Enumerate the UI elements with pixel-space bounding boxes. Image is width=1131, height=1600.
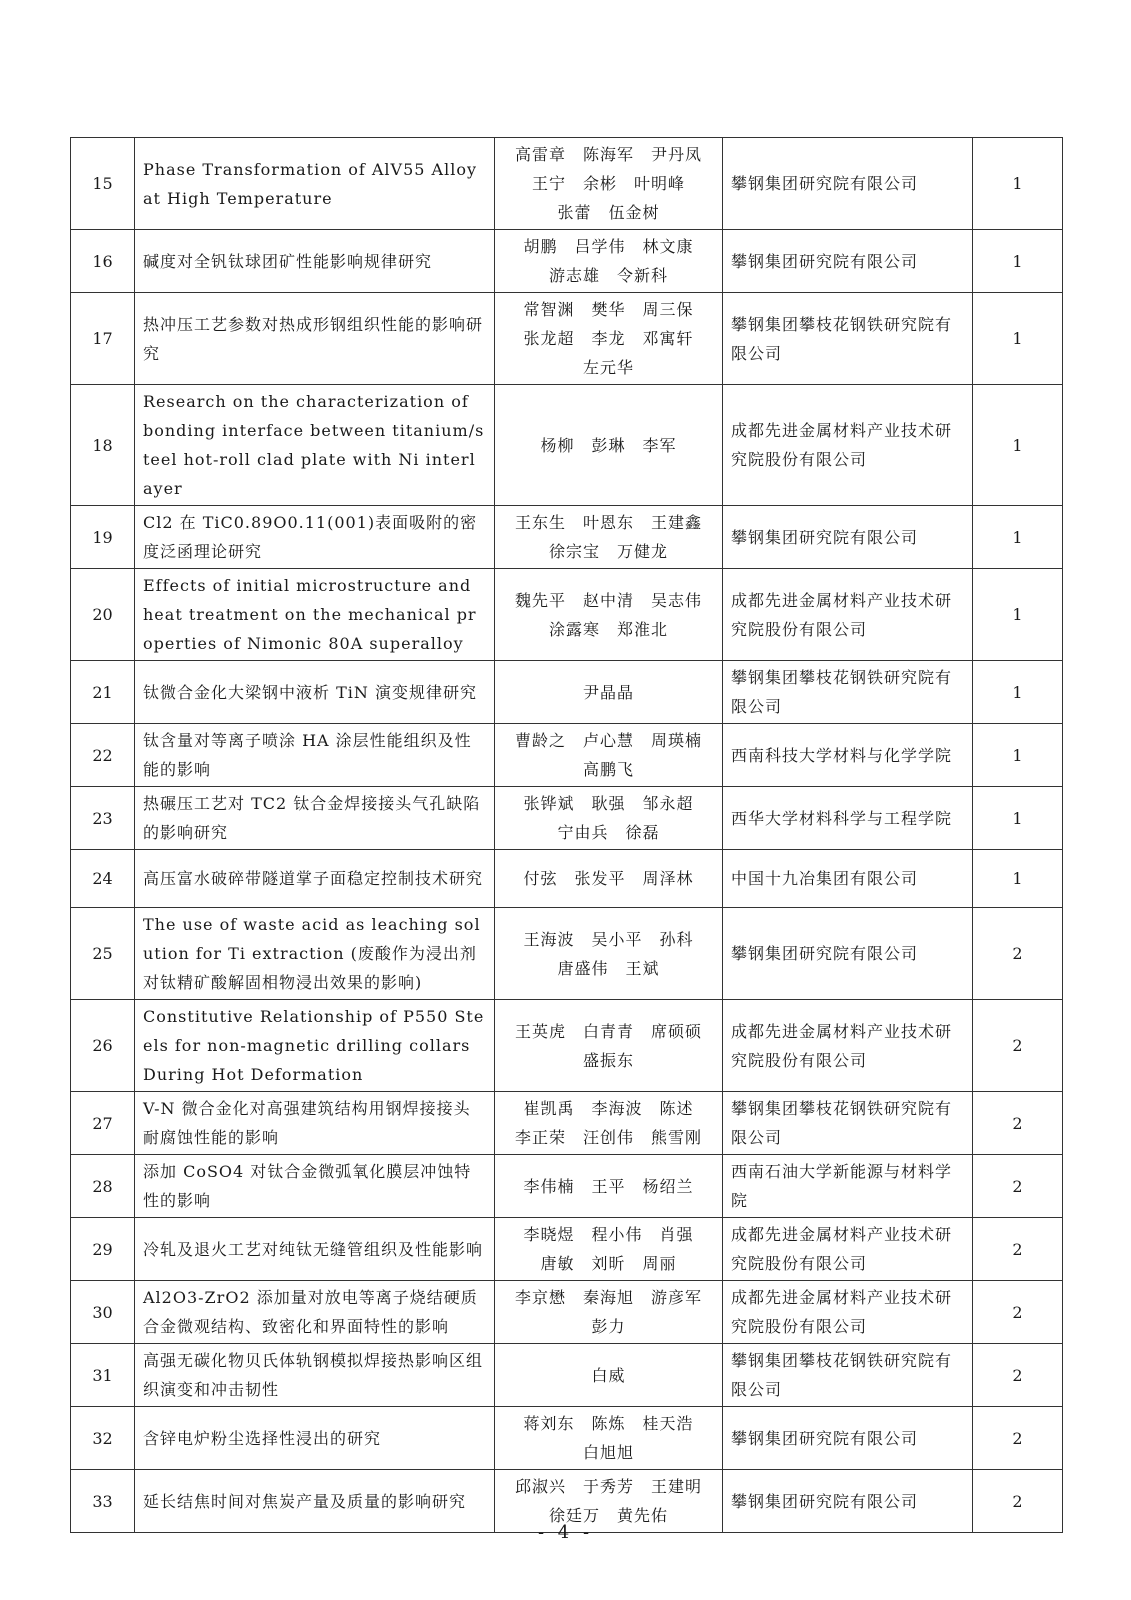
paper-title: 冷轧及退火工艺对纯钛无缝管组织及性能影响: [135, 1218, 495, 1281]
authors-cell: [495, 850, 723, 908]
paper-title: Constitutive Relationship of P550 Steels for non-magnetic drilling collars During Hot Deformation: [135, 1000, 495, 1092]
award-rank: 1: [973, 569, 1063, 661]
paper-title: Al2O3-ZrO2 添加量对放电等离子烧结硬质合金微观结构、致密化和界面特性的影响: [135, 1281, 495, 1344]
author-line: 李伟楠 王平 杨绍兰: [523, 1176, 694, 1196]
paper-title: 含锌电炉粉尘选择性浸出的研究: [135, 1407, 495, 1470]
paper-title: 添加 CoSO4 对钛合金微弧氧化膜层冲蚀特性的影响: [135, 1155, 495, 1218]
authors-cell: [495, 293, 723, 385]
paper-title: 高压富水破碎带隧道掌子面稳定控制技术研究: [135, 850, 495, 908]
institution: 攀钢集团研究院有限公司: [723, 230, 973, 293]
author-line: 徐廷万 黄先佑: [548, 1506, 668, 1525]
table-row: [71, 385, 1063, 506]
author-line: 曹龄之 卢心慧 周瑛楠: [514, 731, 702, 750]
institution: 成都先进金属材料产业技术研究院股份有限公司: [723, 1000, 973, 1092]
table-row: [71, 724, 1063, 787]
paper-title: Phase Transformation of AlV55 Alloy at High Temperature: [135, 138, 495, 230]
paper-title: 钛含量对等离子喷涂 HA 涂层性能组织及性能的影响: [135, 724, 495, 787]
institution: 攀钢集团攀枝花钢铁研究院有限公司: [723, 1092, 973, 1155]
author-line: 彭力: [591, 1317, 626, 1336]
table-row: [71, 230, 1063, 293]
award-rank: 1: [973, 138, 1063, 230]
authors-cell: [495, 1218, 723, 1281]
author-line: 李正荣 汪创伟 熊雪刚: [514, 1128, 702, 1147]
table-row: [71, 850, 1063, 908]
row-number: 32: [71, 1407, 135, 1470]
institution: 攀钢集团攀枝花钢铁研究院有限公司: [723, 661, 973, 724]
row-number: 21: [71, 661, 135, 724]
authors-cell: [495, 1092, 723, 1155]
row-number: 28: [71, 1155, 135, 1218]
author-line: 常智渊 樊华 周三保: [523, 300, 694, 319]
authors-cell: [495, 1155, 723, 1218]
authors-cell: [495, 1344, 723, 1407]
row-number: 15: [71, 138, 135, 230]
row-number: 29: [71, 1218, 135, 1281]
institution: 西华大学材料科学与工程学院: [723, 787, 973, 850]
author-line: 李京懋 秦海旭 游彦军: [514, 1288, 702, 1307]
institution: 攀钢集团研究院有限公司: [723, 1470, 973, 1533]
table-row: [71, 138, 1063, 230]
paper-title: 热冲压工艺参数对热成形钢组织性能的影响研究: [135, 293, 495, 385]
row-number: 23: [71, 787, 135, 850]
row-number: 33: [71, 1470, 135, 1533]
author-line: 徐宗宝 万健龙: [548, 542, 668, 561]
table-row: [71, 908, 1063, 1000]
author-line: 魏先平 赵中清 吴志伟: [514, 590, 702, 610]
author-line: 张铧斌 耿强 邹永超: [523, 794, 694, 813]
table-row: [71, 569, 1063, 661]
author-line: 高鹏飞: [582, 760, 634, 779]
table-row: [71, 1155, 1063, 1218]
paper-title: 高强无碳化物贝氏体轨钢模拟焊接热影响区组织演变和冲击韧性: [135, 1344, 495, 1407]
author-line: 崔凯禹 李海波 陈述: [523, 1099, 694, 1118]
award-rank: 2: [973, 1155, 1063, 1218]
table-row: [71, 1281, 1063, 1344]
institution: 中国十九冶集团有限公司: [723, 850, 973, 908]
author-line: 李晓煜 程小伟 肖强: [523, 1225, 694, 1244]
table-row: [71, 661, 1063, 724]
table-row: [71, 1000, 1063, 1092]
row-number: 17: [71, 293, 135, 385]
award-rank: 2: [973, 908, 1063, 1000]
paper-title: 钛微合金化大梁钢中液析 TiN 演变规律研究: [135, 661, 495, 724]
author-line: 王海波 吴小平 孙科: [523, 929, 694, 949]
paper-title: Research on the characterization of bonding interface between titanium/steel hot-roll clad plate with Ni interlayer: [135, 385, 495, 506]
paper-title: Cl2 在 TiC0.89O0.11(001)表面吸附的密度泛函理论研究: [135, 506, 495, 569]
authors-cell: [495, 724, 723, 787]
author-line: 白旭旭: [582, 1443, 634, 1462]
institution: 成都先进金属材料产业技术研究院股份有限公司: [723, 569, 973, 661]
table-row: [71, 1407, 1063, 1470]
authors-cell: [495, 1281, 723, 1344]
award-rank: 1: [973, 661, 1063, 724]
award-rank: 1: [973, 850, 1063, 908]
table-row: [71, 506, 1063, 569]
table-row: [71, 293, 1063, 385]
institution: 成都先进金属材料产业技术研究院股份有限公司: [723, 1281, 973, 1344]
institution: 西南科技大学材料与化学学院: [723, 724, 973, 787]
paper-title: The use of waste acid as leaching solution for Ti extraction (废酸作为浸出剂对钛精矿酸解固相物浸出效果的影响): [135, 908, 495, 1000]
row-number: 19: [71, 506, 135, 569]
authors-cell: [495, 138, 723, 230]
page-number: - 4 -: [537, 1522, 594, 1543]
institution: 攀钢集团研究院有限公司: [723, 506, 973, 569]
row-number: 24: [71, 850, 135, 908]
paper-title: 热碾压工艺对 TC2 钛合金焊接接头气孔缺陷的影响研究: [135, 787, 495, 850]
award-rank: 1: [973, 724, 1063, 787]
row-number: 26: [71, 1000, 135, 1092]
row-number: 25: [71, 908, 135, 1000]
award-rank: 2: [973, 1218, 1063, 1281]
authors-cell: [495, 908, 723, 1000]
author-line: 唐盛伟 王斌: [557, 958, 660, 978]
author-line: 王英虎 白青青 席硕硕: [514, 1021, 702, 1041]
author-line: 张龙超 李龙 邓寓轩: [523, 329, 694, 348]
authors-cell: [495, 506, 723, 569]
author-line: 游志雄 令新科: [548, 266, 668, 285]
author-line: 王宁 余彬 叶明峰: [531, 174, 685, 193]
author-line: 付弦 张发平 周泽林: [523, 869, 694, 888]
author-line: 杨柳 彭琳 李军: [540, 435, 677, 455]
author-line: 蒋刘东 陈炼 桂天浩: [523, 1414, 694, 1433]
paper-title: 碱度对全钒钛球团矿性能影响规律研究: [135, 230, 495, 293]
author-line: 左元华: [582, 358, 634, 377]
author-line: 白威: [591, 1365, 626, 1385]
institution: 攀钢集团攀枝花钢铁研究院有限公司: [723, 293, 973, 385]
authors-cell: [495, 787, 723, 850]
award-rank: 1: [973, 230, 1063, 293]
institution: 攀钢集团研究院有限公司: [723, 908, 973, 1000]
institution: 攀钢集团研究院有限公司: [723, 1407, 973, 1470]
author-line: 尹晶晶: [582, 682, 634, 702]
award-rank: 2: [973, 1344, 1063, 1407]
institution: 西南石油大学新能源与材料学院: [723, 1155, 973, 1218]
author-line: 张蕾 伍金树: [557, 203, 660, 222]
author-line: 邱淑兴 于秀芳 王建明: [514, 1477, 702, 1496]
authors-cell: [495, 385, 723, 506]
authors-cell: [495, 230, 723, 293]
author-line: 涂露寒 郑淮北: [548, 619, 668, 639]
award-rank: 1: [973, 293, 1063, 385]
award-rank: 2: [973, 1000, 1063, 1092]
author-line: 高雷章 陈海军 尹丹凤: [514, 145, 702, 164]
award-rank: 2: [973, 1407, 1063, 1470]
award-rank: 1: [973, 787, 1063, 850]
award-rank: 2: [973, 1281, 1063, 1344]
row-number: 22: [71, 724, 135, 787]
author-line: 宁由兵 徐磊: [557, 823, 660, 842]
award-rank: 2: [973, 1470, 1063, 1533]
row-number: 16: [71, 230, 135, 293]
institution: 攀钢集团攀枝花钢铁研究院有限公司: [723, 1344, 973, 1407]
authors-cell: [495, 661, 723, 724]
paper-title: V-N 微合金化对高强建筑结构用钢焊接接头耐腐蚀性能的影响: [135, 1092, 495, 1155]
author-line: 胡鹏 吕学伟 林文康: [523, 237, 694, 256]
authors-cell: [495, 569, 723, 661]
row-number: 31: [71, 1344, 135, 1407]
row-number: 18: [71, 385, 135, 506]
author-line: 盛振东: [582, 1050, 634, 1070]
award-rank: 2: [973, 1092, 1063, 1155]
author-line: 唐敏 刘昕 周丽: [540, 1254, 677, 1273]
table-row: [71, 1092, 1063, 1155]
award-rank: 1: [973, 385, 1063, 506]
paper-title: 延长结焦时间对焦炭产量及质量的影响研究: [135, 1470, 495, 1533]
row-number: 30: [71, 1281, 135, 1344]
paper-title: Effects of initial microstructure and heat treatment on the mechanical properties of Nimonic 80A superalloy: [135, 569, 495, 661]
award-table: [70, 137, 1063, 1533]
authors-cell: [495, 1407, 723, 1470]
row-number: 27: [71, 1092, 135, 1155]
table-row: [71, 787, 1063, 850]
table-row: [71, 1344, 1063, 1407]
institution: 成都先进金属材料产业技术研究院股份有限公司: [723, 385, 973, 506]
authors-cell: [495, 1000, 723, 1092]
table-body: [71, 138, 1063, 1533]
institution: 成都先进金属材料产业技术研究院股份有限公司: [723, 1218, 973, 1281]
table-row: [71, 1218, 1063, 1281]
row-number: 20: [71, 569, 135, 661]
institution: 攀钢集团研究院有限公司: [723, 138, 973, 230]
award-rank: 1: [973, 506, 1063, 569]
author-line: 王东生 叶恩东 王建鑫: [514, 513, 702, 532]
